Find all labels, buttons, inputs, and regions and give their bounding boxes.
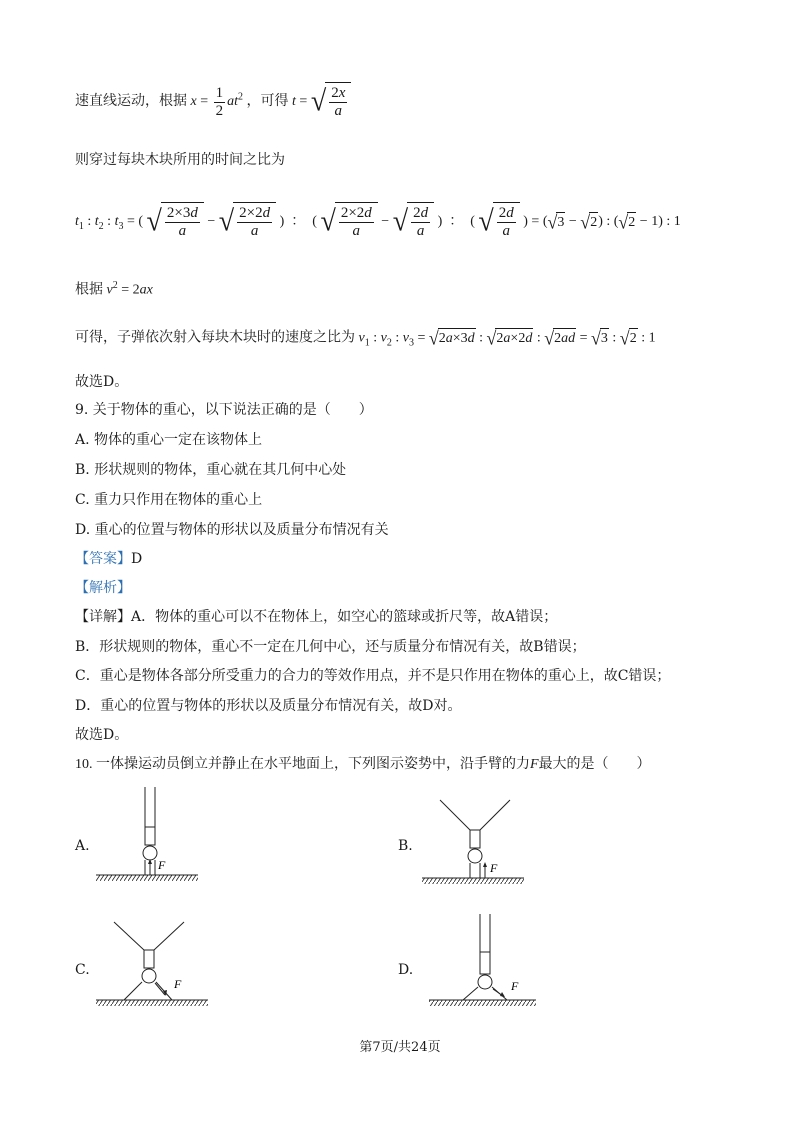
- text: 可得，子弹依次射入每块木块时的速度之比为: [75, 330, 355, 346]
- text-line: 故选D。: [75, 374, 129, 390]
- formula-line-time: 速直线运动，根据 x = $\frac{1}{2}$ $at^2$ ，可得 t = √ $\frac{2x}{a}$: [75, 82, 351, 122]
- q9-detail-2: B．形状规则的物体，重心不一定在几何中心，还与质量分布情况有关，故B错误；: [75, 639, 586, 655]
- q10-figure-a: [92, 785, 202, 885]
- formula-velocity: 根据 $v^2 = 2ax$: [75, 280, 153, 298]
- force-label-c: F: [174, 977, 182, 991]
- detail-tag: 【详解】: [75, 609, 131, 625]
- formula-velocity-ratio: 可得，子弹依次射入每块木块时的速度之比为 $v_1$ : $v_2$ : $v_3$ = √ 2 a ×3 d : √ 2 a ×2 d : √ 2 ad = √ 3 : √ 2 : 1: [75, 327, 656, 349]
- text: 速直线运动，根据: [75, 94, 187, 110]
- q10-figure-d: [425, 912, 540, 1012]
- answer-tag: 【答案】: [75, 551, 131, 567]
- text: 10. 一体操运动员倒立并静止在水平地面上，下列图示姿势中，沿手臂的力: [75, 757, 530, 772]
- force-label-b: F: [490, 861, 498, 875]
- force-label-d: F: [511, 979, 519, 993]
- question-10-stem: [75, 755, 651, 775]
- answer-value: D: [131, 551, 143, 567]
- q9-option-d: D. 重心的位置与物体的形状以及质量分布情况有关: [75, 522, 389, 538]
- q9-detail-3: C．重心是物体各部分所受重力的合力的等效作用点，并不是只作用在物体的重心上，故C错误；: [75, 668, 671, 684]
- q9-detail-4: D．重心的位置与物体的形状以及质量分布情况有关，故D对。: [75, 698, 462, 714]
- q9-option-a: A. 物体的重心一定在该物体上: [75, 432, 263, 448]
- q10-option-d-label: D.: [398, 962, 414, 978]
- q9-option-c: C. 重力只作用在物体的重心上: [75, 492, 263, 508]
- q9-analysis-tag: 【解析】: [75, 580, 131, 596]
- page-number: 第7页/共24页: [359, 1040, 441, 1055]
- question-9-stem: 9. 关于物体的重心，以下说法正确的是（ ）: [75, 402, 373, 418]
- q9-detail-1: [75, 607, 557, 627]
- text-line: 则穿过每块木块所用的时间之比为: [75, 152, 285, 168]
- text: A．物体的重心可以不在物体上，如空心的篮球或折尺等，故A错误；: [131, 609, 558, 625]
- text: 最大的是（ ）: [538, 757, 651, 772]
- text: 根据: [75, 282, 103, 298]
- text: ，可得: [246, 94, 289, 110]
- q9-option-b: B. 形状规则的物体，重心就在其几何中心处: [75, 462, 347, 478]
- q10-option-c-label: C.: [75, 962, 90, 978]
- q10-option-a-label: A.: [75, 838, 90, 854]
- q9-final: 故选D。: [75, 727, 129, 743]
- formula-time-ratio: $t_1$ : $t_2$ : $t_3$ = ( √ $\frac{2\times 3d}{a}$ − √ $\frac{2\times 2d}{a}$ ) ： ( √ $\frac{2\times 2d}{a}$ − √ $\frac{2d}{a}$ ) ： ( √ $\frac{2d}{a}$ ) = ( √ 3 − √ 2 ) : ( √ 2 − 1) : 1: [75, 202, 681, 242]
- q9-answer: [75, 549, 142, 569]
- q10-figure-c: [92, 920, 212, 1010]
- q10-figure-b: [418, 798, 528, 888]
- q10-option-b-label: B.: [398, 838, 413, 854]
- force-label-a: F: [158, 858, 166, 872]
- force-variable: F: [530, 757, 539, 772]
